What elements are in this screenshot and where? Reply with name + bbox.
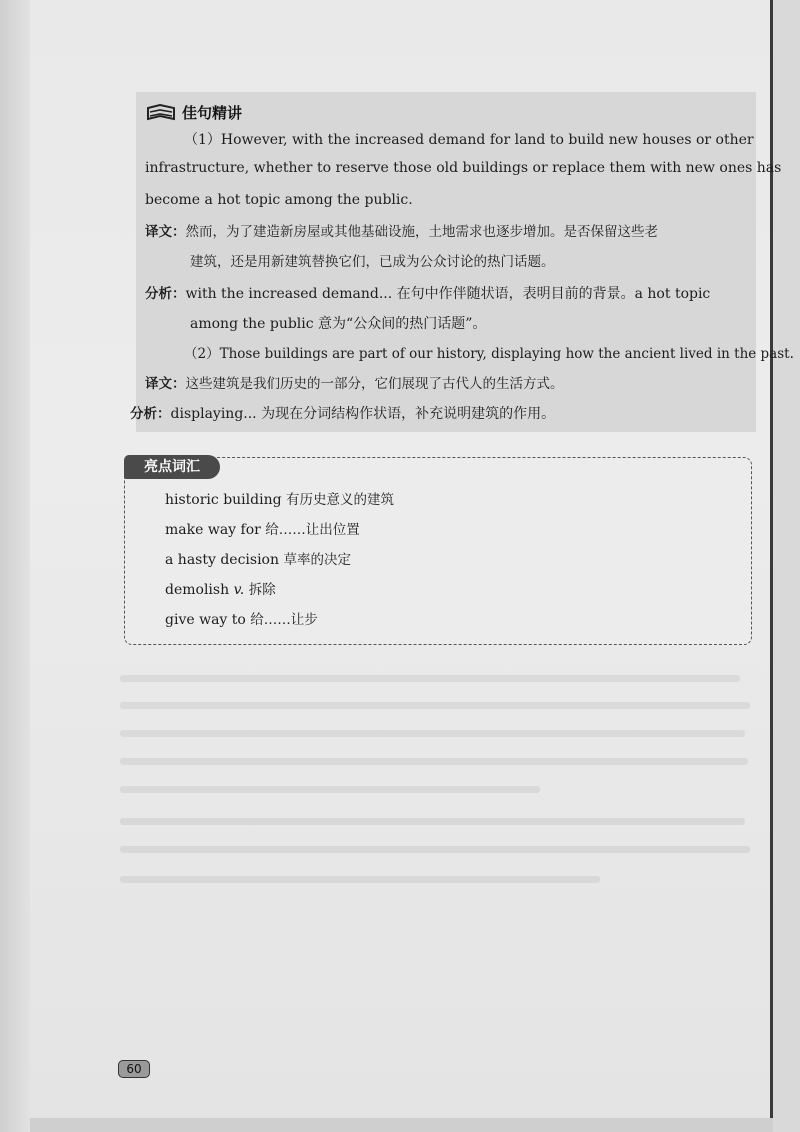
sentence1-translation-row: [145, 220, 658, 240]
bleed-line: [120, 675, 740, 682]
translation-label: 译文：: [145, 376, 186, 392]
analysis-label: 分析：: [145, 286, 186, 302]
section-title: 佳句精讲: [182, 104, 243, 122]
analysis-text: displaying... 为现在分词结构作状语，补充说明建筑的作用。: [170, 406, 556, 422]
sentence1-analysis-row: [145, 282, 710, 303]
vocab-cn: 草率的决定: [283, 552, 351, 568]
vocab-item: [165, 608, 318, 628]
analysis-text: with the increased demand... 在句中作伴随状语，表明目前的背景。a hot topic: [185, 286, 711, 302]
vocab-tag: 亮点词汇: [124, 455, 220, 479]
translation-text: 然而，为了建造新房屋或其他基础设施，土地需求也逐步增加。是否保留这些老: [185, 224, 658, 240]
section-header: [146, 102, 242, 123]
sentence2-analysis-row: [130, 402, 555, 423]
vocab-pos: v.: [233, 582, 245, 598]
vocab-en: give way to: [165, 612, 246, 628]
vocab-en: a hasty decision: [165, 552, 280, 568]
vocab-cn: 给……让出位置: [265, 522, 360, 538]
vocab-item: [165, 518, 360, 538]
sentence1-line1: （1）However, with the increased demand for land to build new houses or other: [184, 132, 754, 148]
sentence1-translation-line2: 建筑，还是用新建筑替换它们，已成为公众讨论的热门话题。: [190, 254, 555, 270]
sentence1-line2: infrastructure, whether to reserve those old buildings or replace them with new ones has: [145, 160, 782, 176]
bleed-line: [120, 786, 540, 793]
bleed-line: [120, 702, 750, 709]
sentence1-analysis-line2: among the public 意为“公众间的热门话题”。: [190, 316, 487, 332]
vocab-cn: 给……让步: [250, 612, 318, 628]
book-icon: [146, 104, 176, 122]
bleed-line: [120, 818, 745, 825]
page-number: 60: [118, 1060, 150, 1078]
vocab-en: historic building: [165, 492, 282, 508]
bleed-line: [120, 730, 745, 737]
vocab-en: demolish: [165, 582, 230, 598]
page-bottom-edge: [30, 1118, 773, 1132]
translation-label: 译文：: [145, 224, 186, 240]
analysis-label: 分析：: [130, 406, 171, 422]
bleed-line: [120, 846, 750, 853]
bleed-line: [120, 758, 748, 765]
sentence2-translation-row: [145, 372, 564, 392]
page-left-shadow: [0, 0, 30, 1132]
sentence1-line3: become a hot topic among the public.: [145, 192, 413, 208]
bleed-line: [120, 876, 600, 883]
vocab-en: make way for: [165, 522, 261, 538]
vocab-item: [165, 488, 394, 508]
translation-text: 这些建筑是我们历史的一部分，它们展现了古代人的生活方式。: [185, 376, 564, 392]
vocab-item: [165, 578, 276, 598]
vocab-item: [165, 548, 351, 568]
sentence2-line1: （2）Those buildings are part of our history, displaying how the ancient lived in the past.: [184, 346, 794, 362]
vocab-cn: 有历史意义的建筑: [286, 492, 394, 508]
vocab-cn: 拆除: [248, 582, 276, 598]
